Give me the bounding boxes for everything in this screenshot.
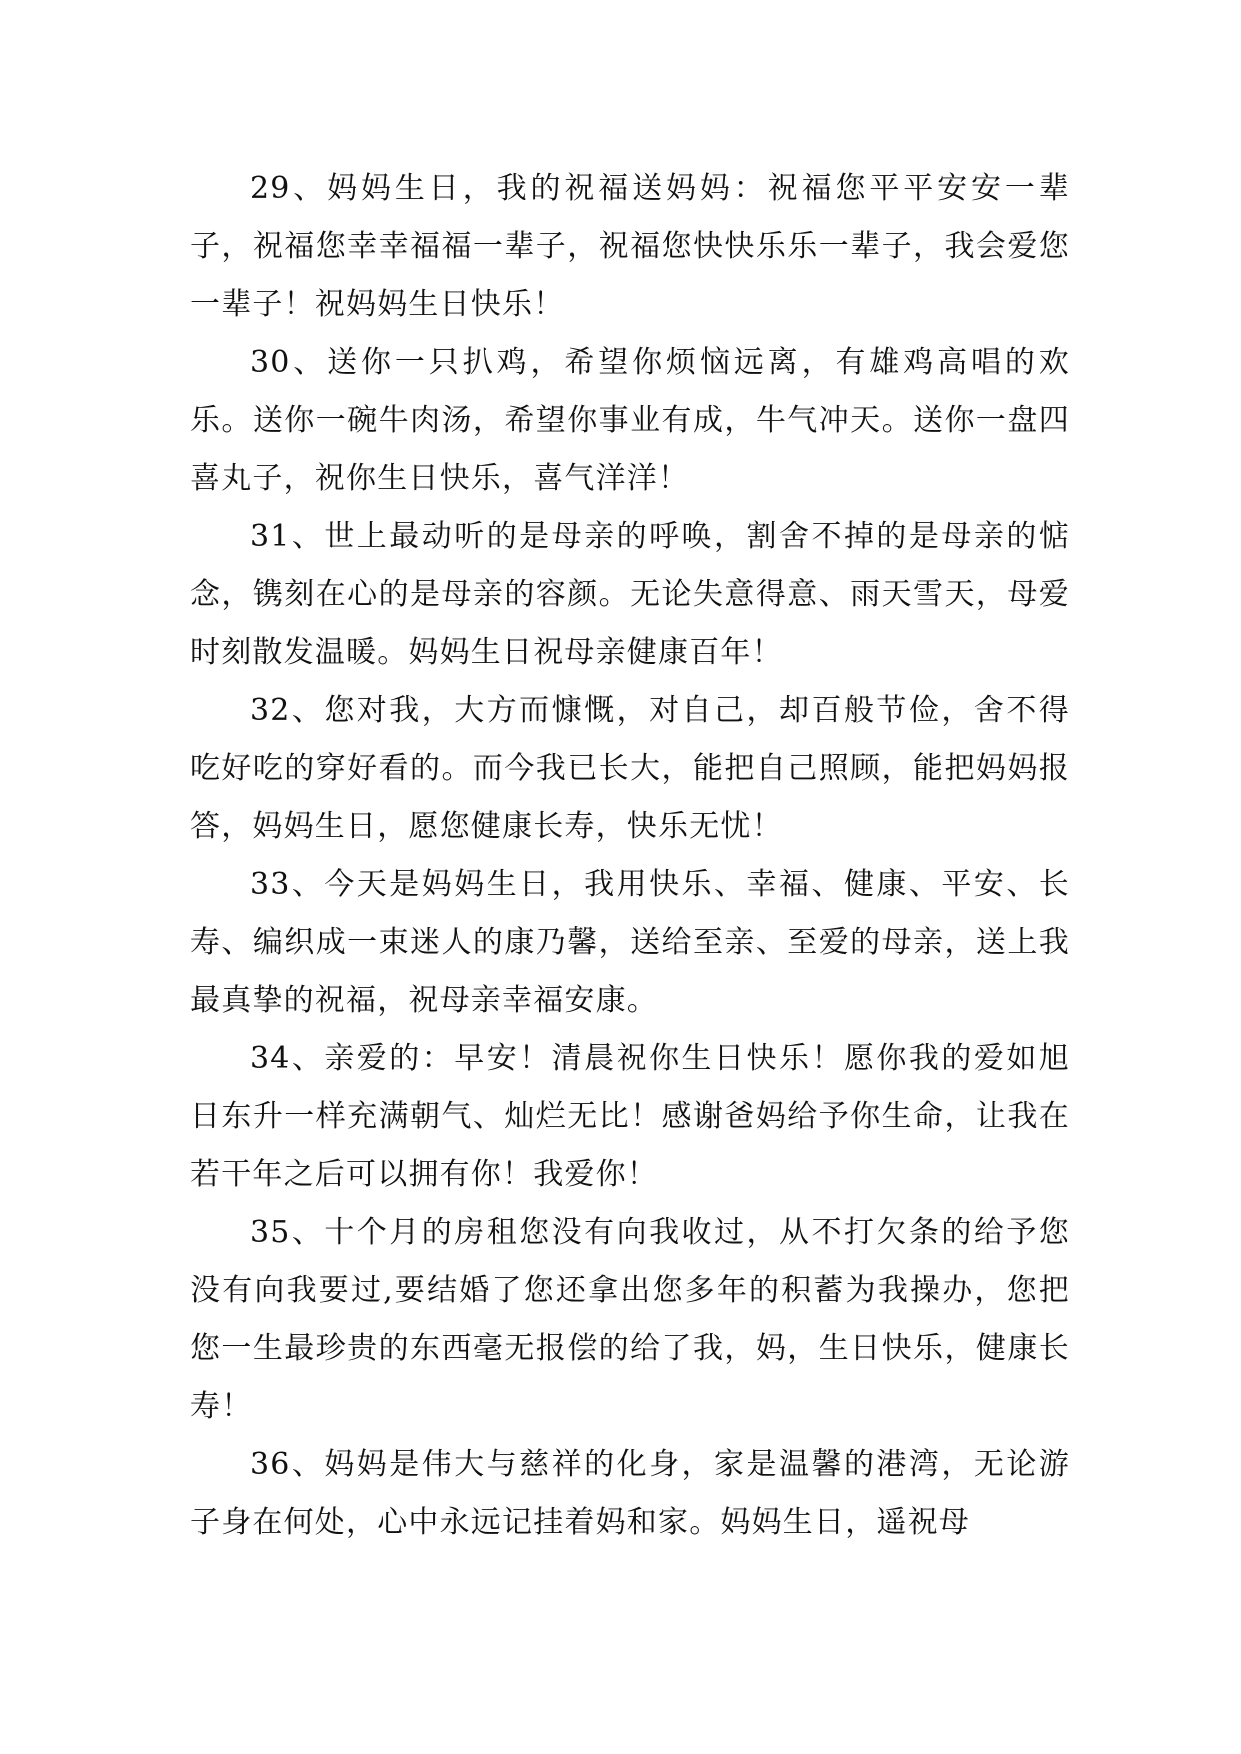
paragraph-33: 33、今天是妈妈生日，我用快乐、幸福、健康、平安、长寿、编织成一束迷人的康乃馨，送给至亲、至爱的母亲，送上我最真挚的祝福，祝母亲幸福安康。 (190, 867, 1070, 1018)
document-body (190, 160, 1070, 1552)
paragraph-34: 34、亲爱的：早安！清晨祝你生日快乐！愿你我的爱如旭日东升一样充满朝气、灿烂无比！感谢爸妈给予你生命，让我在若干年之后可以拥有你！我爱你！ (190, 1041, 1070, 1192)
paragraph-32: 32、您对我，大方而慷慨，对自己，却百般节俭，舍不得吃好吃的穿好看的。而今我已长大，能把自己照顾，能把妈妈报答，妈妈生日，愿您健康长寿，快乐无忧！ (190, 693, 1070, 844)
paragraph-30: 30、送你一只扒鸡，希望你烦恼远离，有雄鸡高唱的欢乐。送你一碗牛肉汤，希望你事业有成，牛气冲天。送你一盘四喜丸子，祝你生日快乐，喜气洋洋！ (190, 345, 1070, 496)
paragraph-31: 31、世上最动听的是母亲的呼唤，割舍不掉的是母亲的惦念，镌刻在心的是母亲的容颜。无论失意得意、雨天雪天，母爱时刻散发温暖。妈妈生日祝母亲健康百年！ (190, 519, 1070, 670)
paragraph-29: 29、妈妈生日，我的祝福送妈妈：祝福您平平安安一辈子，祝福您幸幸福福一辈子，祝福您快快乐乐一辈子，我会爱您一辈子！祝妈妈生日快乐！ (190, 171, 1070, 322)
paragraph-36: 36、妈妈是伟大与慈祥的化身，家是温馨的港湾，无论游子身在何处，心中永远记挂着妈和家。妈妈生日，遥祝母 (190, 1447, 1070, 1540)
paragraph-35: 35、十个月的房租您没有向我收过，从不打欠条的给予您没有向我要过,要结婚了您还拿出您多年的积蓄为我操办，您把您一生最珍贵的东西毫无报偿的给了我，妈，生日快乐，健康长寿！ (190, 1215, 1070, 1424)
